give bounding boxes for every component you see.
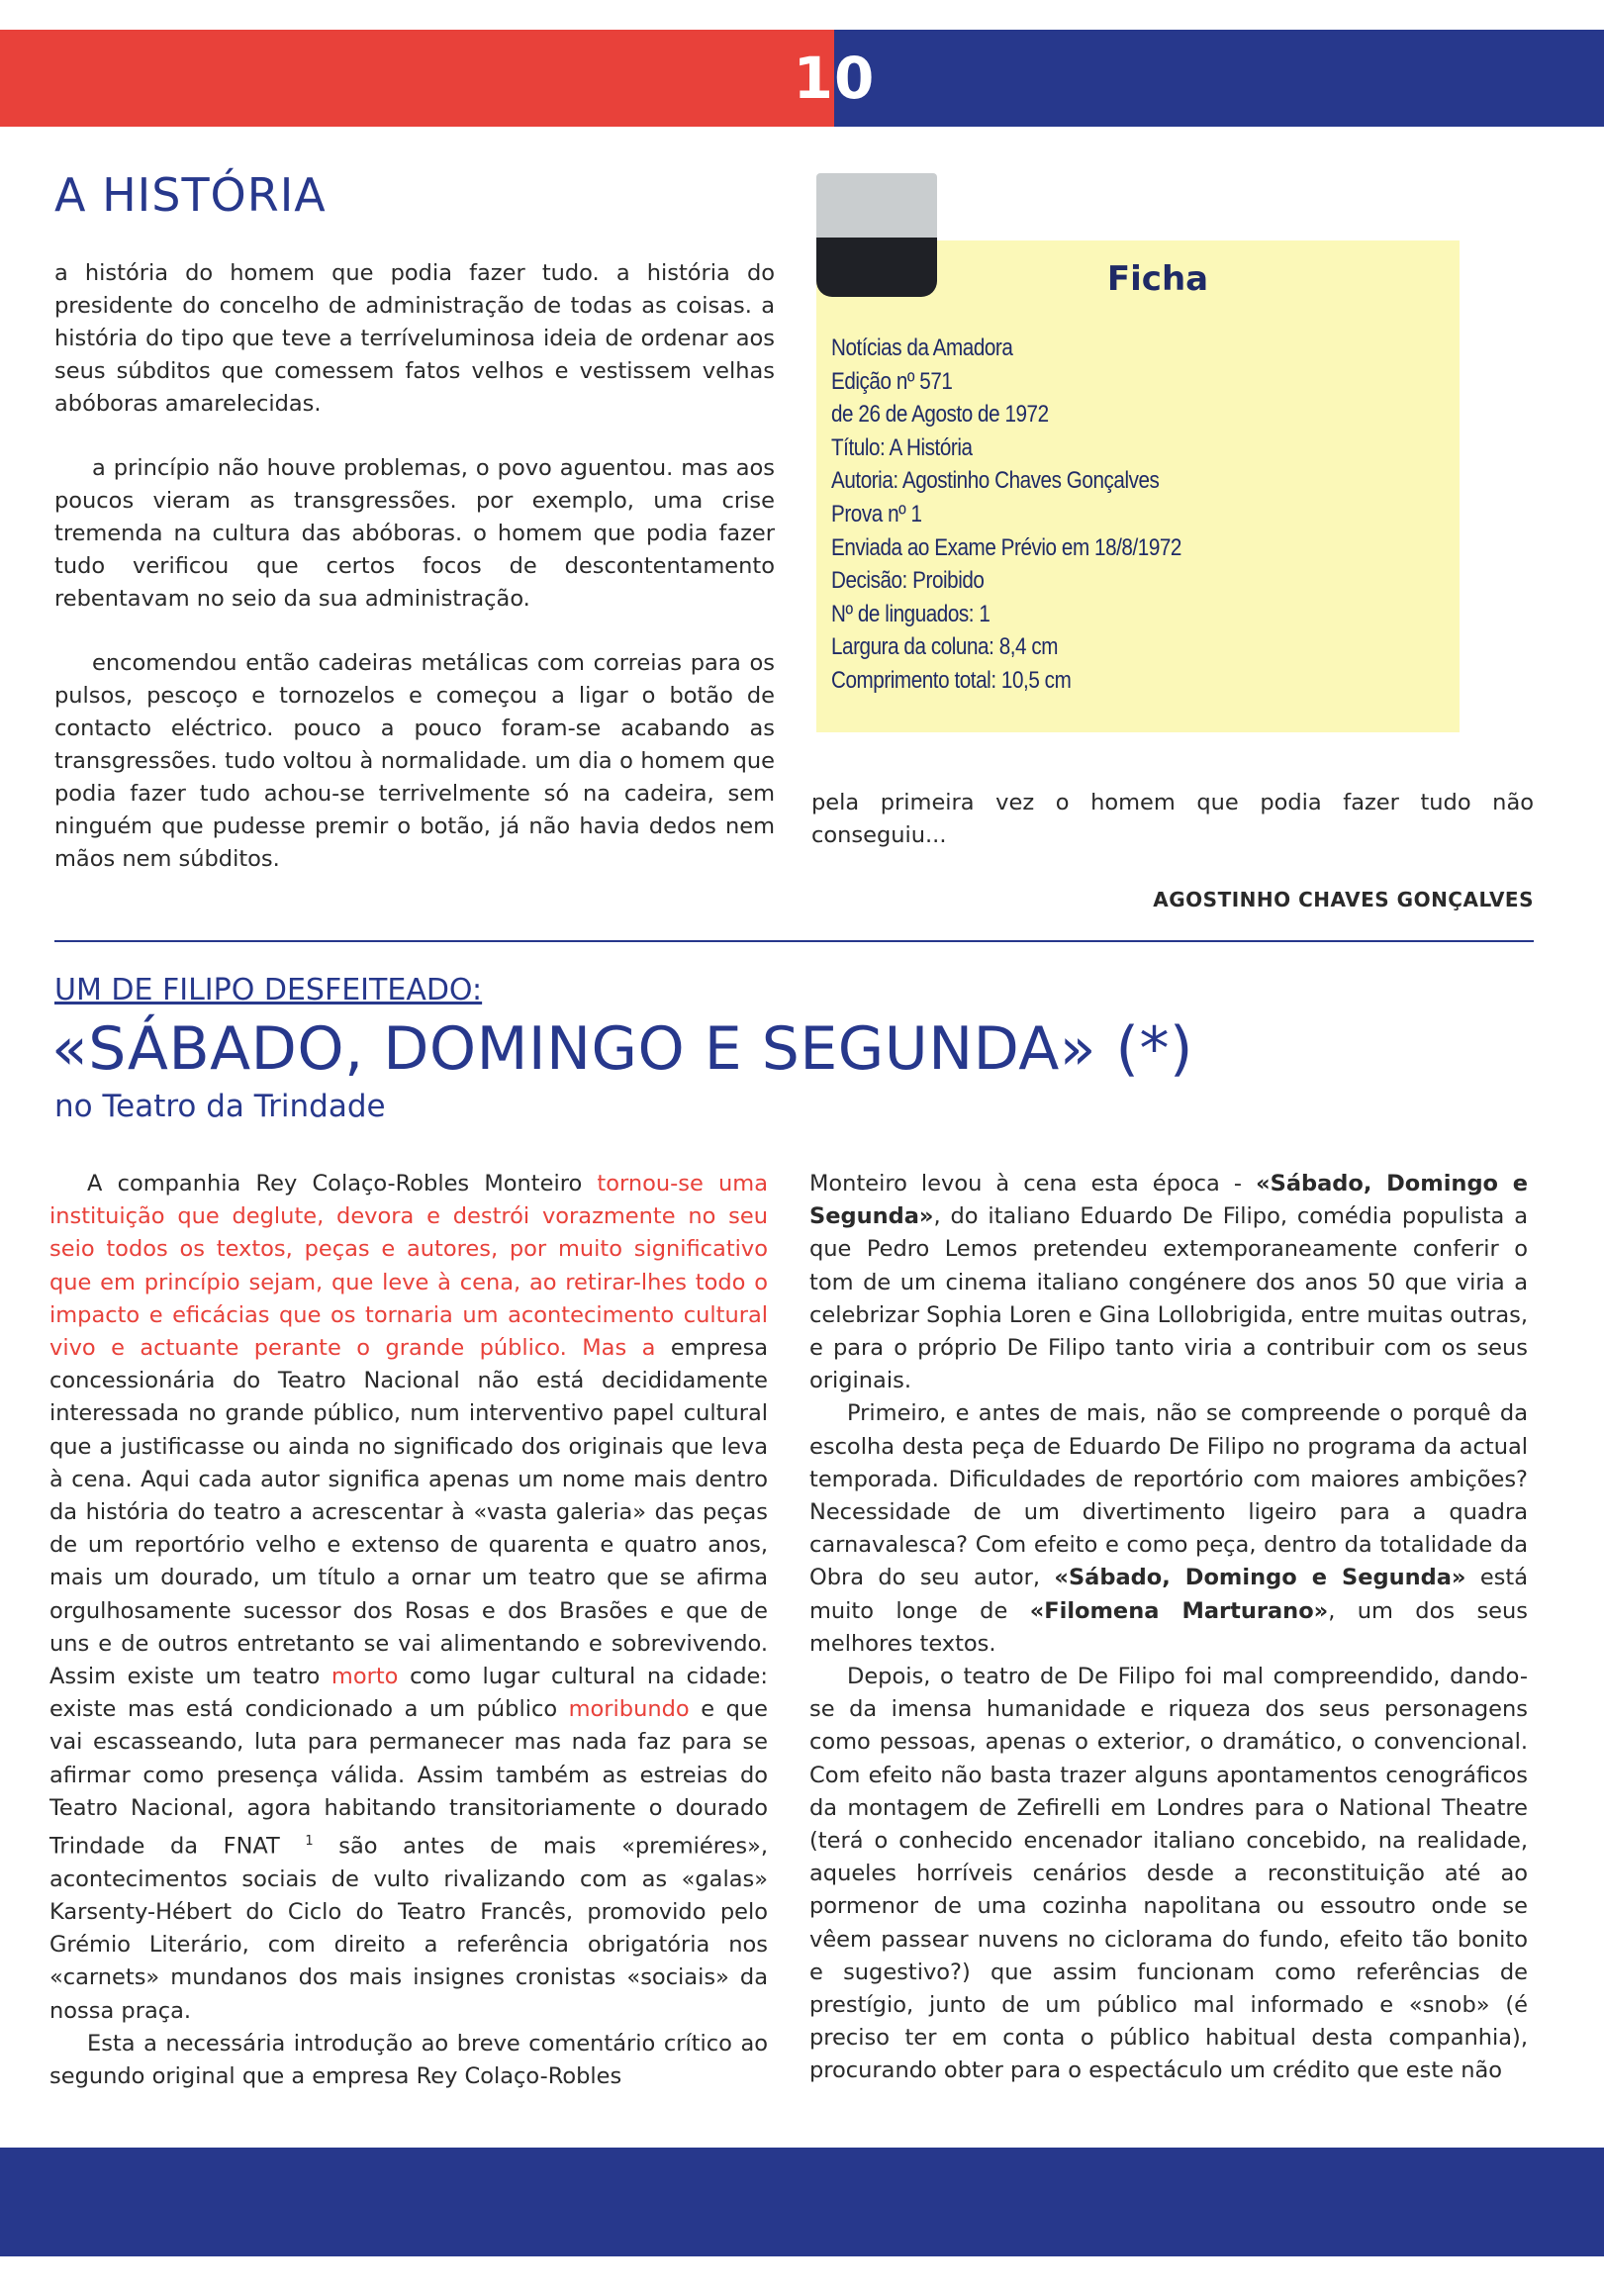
footer-bar <box>0 2148 1604 2256</box>
article-column-left <box>49 1168 768 2093</box>
story-paragraph: encomendou então cadeiras metálicas com correias para os pulsos, pescoço e tornozelos e começou a ligar o botão de contacto eléctrico. pouco a pouco foram-se acabando as transgressões. tudo voltou à normalidade. um dia o homem que podia fazer tudo achou-se terrivelmente só na cadeira, sem ninguém que pudesse premir o botão, já não havia dedos nem mãos nem súbditos. <box>54 650 775 872</box>
text-run: A companhia Rey Colaço-Robles Monteiro <box>87 1171 598 1196</box>
ficha-line: Comprimento total: 10,5 cm <box>831 666 1072 694</box>
text-run: são antes de mais «premiéres», acontecimentos sociais de vulto rivalizando com as «galas» Karsenty-Hébert do Ciclo do Teatro Francês, promovido pelo Grémio Literário, com direito a referência obrigatória nos «carnets» mundanos dos mais insignes cronistas «sociais» da nossa praça. <box>49 1833 768 2024</box>
article-column-right <box>809 1168 1528 2088</box>
article-paragraph: Esta a necessária introdução ao breve comentário crítico ao segundo original que a empresa Rey Colaço-Robles <box>49 2030 768 2089</box>
text-run: e que vai escasseando, luta para permanecer mas nada faz para se afirmar como presença válida. Assim também as estreias do Teatro Nacional, agora habitando transitoriamente o dourado Trindade da FNAT <box>49 1696 768 1860</box>
ficha-line: Enviada ao Exame Prévio em 18/8/1972 <box>831 533 1181 561</box>
footnote-marker: 1 <box>305 1834 314 1850</box>
ficha-title: Ficha <box>1106 259 1209 299</box>
ficha-line: Largura da coluna: 8,4 cm <box>831 633 1059 661</box>
article-headline: «SÁBADO, DOMINGO E SEGUNDA» (*) <box>51 1014 1193 1084</box>
ficha-line: Nº de linguados: 1 <box>831 600 991 627</box>
text-run: está muito longe de <box>809 1565 1529 1624</box>
bold-title: «Sábado, Domingo e Segunda» <box>809 1171 1528 1230</box>
text-run: , do italiano Eduardo De Filipo, comédia populista a que Pedro Lemos pretendeu extemporaneamente conferir o tom de um cinema italiano congénere dos anos 50 que viria a celebrizar Sophia Loren e Gina Lollobrigida, entre muitas outras, e para o próprio De Filipo tanto viria a contribuir com os seus originais. <box>809 1203 1528 1394</box>
ficha-line: Edição nº 571 <box>831 367 953 395</box>
page-number: 10 <box>793 45 876 112</box>
ficha-line: Decisão: Proibido <box>831 567 985 595</box>
highlighted-text: tornou-se uma instituição que deglute, devora e destrói vorazmente no seu seio todos os textos, peças e autores, por muito significativo que em princípio sejam, que leve à cena, ao retirar-lhes todo o impacto e eficácias que os tornaria um acontecimento cultural vivo e actuante perante o grande público. Mas a <box>49 1171 769 1362</box>
bold-title: «Filomena Marturano» <box>1029 1597 1329 1624</box>
article-paragraph <box>809 1168 1528 1397</box>
article-subtitle: no Teatro da Trindade <box>54 1089 386 1124</box>
article-paragraph <box>49 1168 768 2028</box>
text-run: como lugar cultural na cidade: existe mas está condicionado a um público <box>49 1664 768 1723</box>
story-text <box>54 257 775 908</box>
text-run: Monteiro levou à cena esta época - <box>809 1171 1257 1196</box>
highlighted-text: moribundo <box>568 1696 690 1723</box>
highlighted-text: morto <box>330 1664 399 1690</box>
ficha-tab-dark-decoration <box>816 238 937 297</box>
article-paragraph <box>809 1397 1528 1661</box>
story-paragraph: a história do homem que podia fazer tudo. a história do presidente do concelho de administração de todas as coisas. a história do tipo que teve a terríveluminosa ideia de ordenar aos seus súbditos que comessem fatos velhos e vestissem velhas abóboras amarelecidas. <box>54 260 775 417</box>
author-byline: AGOSTINHO CHAVES GONÇALVES <box>1153 888 1534 911</box>
ficha-line: Autoria: Agostinho Chaves Gonçalves <box>831 467 1160 495</box>
header-bar-blue <box>834 30 1604 127</box>
text-run: , um dos seus melhores textos. <box>809 1597 1528 1657</box>
story-paragraph: a princípio não houve problemas, o povo aguentou. mas aos poucos vieram as transgressões. por exemplo, uma crise tremenda na cultura das abóboras. o homem que podia fazer tudo verificou que certos focos de descontentamento rebentavam no seio da sua administração. <box>54 455 775 612</box>
section-title-a-historia: A HISTÓRIA <box>54 168 327 222</box>
story-ending: pela primeira vez o homem que podia fazer tudo não conseguiu... <box>811 790 1534 848</box>
ficha-line: Título: A História <box>831 433 973 461</box>
article-kicker: UM DE FILIPO DESFEITEADO: <box>54 973 483 1007</box>
header-bar-red <box>0 30 834 127</box>
article-paragraph: Depois, o teatro de De Filipo foi mal compreendido, dando-se da imensa humanidade e riqueza dos seus personagens como pessoas, apenas o exterior, o dramático, o convencional. Com efeito não basta trazer alguns apontamentos cenográficos da montagem de Zefirelli em Londres para o National Theatre (terá o conhecido encenador italiano concebido, na realidade, aqueles horríveis cenários desde a reconstituição até ao pormenor de uma cozinha napolitana ou essoutro onde se vêem passear nuvens no ciclorama do fundo, efeito tão bonito e sugestivo?) que assim funcionam como referências de prestígio, junto de um público mal informado e «snob» (é preciso ter em conta o público habitual desta companhia), procurando obter para o espectáculo um crédito que este não <box>809 1664 1528 2084</box>
ficha-list <box>831 332 1181 698</box>
ficha-line: de 26 de Agosto de 1972 <box>831 401 1049 429</box>
section-divider <box>54 940 1534 942</box>
ficha-line: Notícias da Amadora <box>831 335 1013 361</box>
text-run: Primeiro, e antes de mais, não se compreende o porquê da escolha desta peça de Eduardo De Filipo no programa da actual temporada. Dificuldades de reportório com maiores ambições? Necessidade de um divertimento ligeiro para a quadra carnavalesca? Com efeito e como peça, dentro da totalidade da Obra do seu autor, <box>809 1400 1528 1591</box>
bold-title: «Sábado, Domingo e Segunda» <box>1054 1565 1466 1591</box>
text-run: empresa concessionária do Teatro Nacional não está decididamente interessada no grande público, num interventivo papel cultural que a justificasse ou ainda no significado dos originais que leva à cena. Aqui cada autor significa apenas um nome mais dentro da história do teatro a acrescentar à «vasta galeria» das peças de um reportório velho e extenso de quarenta e quatro anos, mais um dourado, um título a ornar um teatro que se afirma orgulhosamente sucessor dos Rosas e dos Brasões e que de uns e de outros entretanto se vai alimentando e sobrevivendo. Assim existe um teatro <box>49 1335 768 1690</box>
ficha-line: Prova nº 1 <box>831 500 922 527</box>
